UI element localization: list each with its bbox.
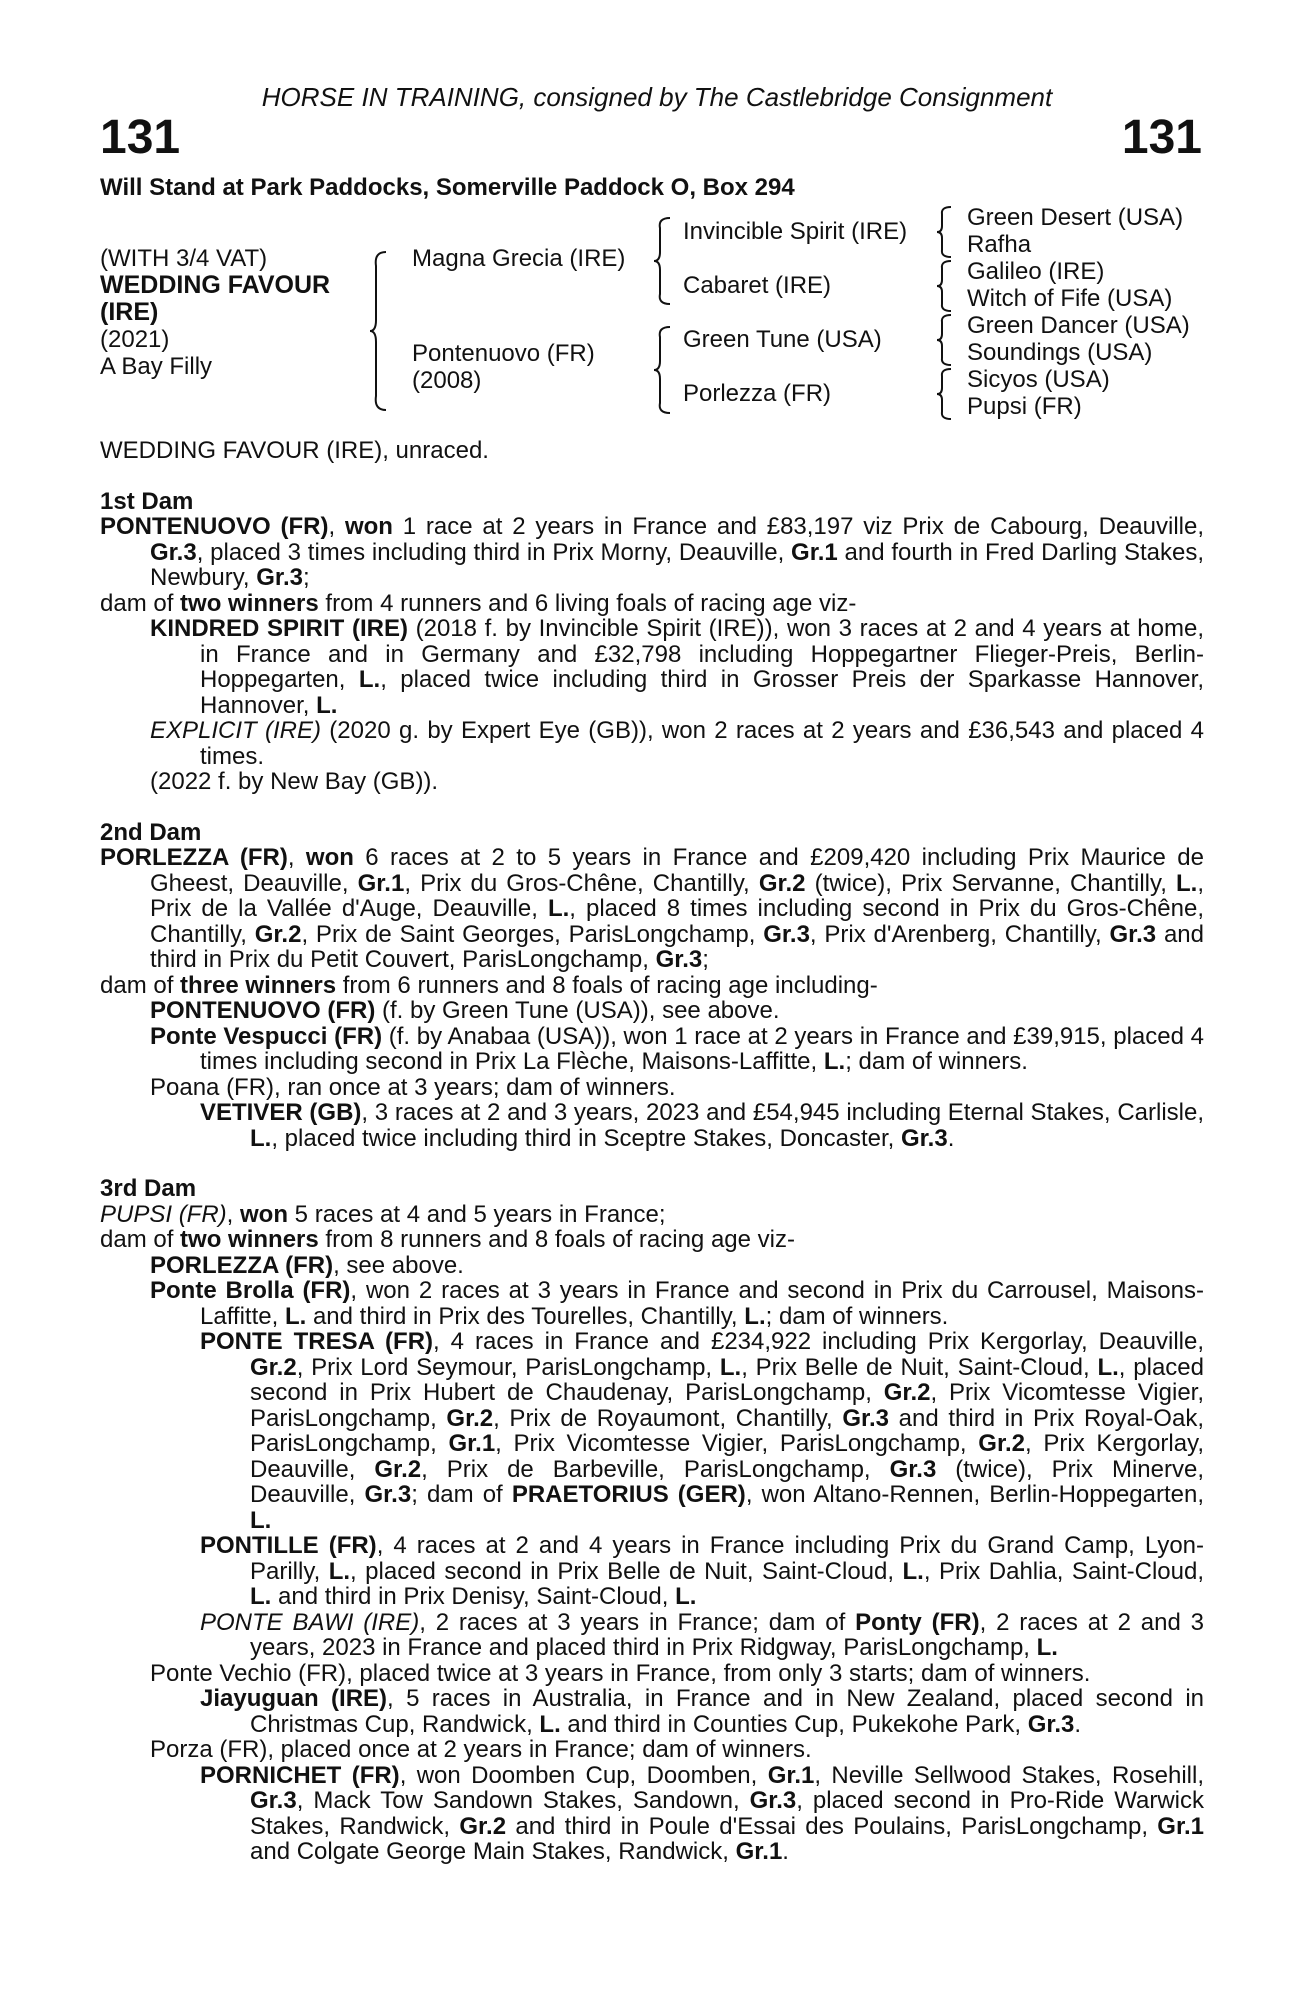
entry-text: 1 race at 2 years in France and £83,197 viz Prix de Cabourg, Deauville, bbox=[392, 513, 1204, 540]
bold-text: Gr.3 bbox=[889, 1455, 937, 1483]
italic-text: EXPLICIT (IRE) bbox=[150, 717, 321, 744]
lot-number-left: 131 bbox=[100, 111, 181, 164]
entry-text: , won Doomben Cup, Doomben, bbox=[399, 1761, 768, 1789]
entry-text: , bbox=[328, 513, 345, 540]
bold-text: Gr.1 bbox=[791, 538, 838, 566]
bold-text: PRAETORIUS (GER) bbox=[511, 1481, 746, 1508]
pedigree-entry bbox=[100, 718, 1204, 769]
entry-text: , 4 races at 2 and 4 years in France including Prix du Grand Camp, Lyon-Parilly, bbox=[250, 1532, 1205, 1585]
pedigree-entry bbox=[100, 1737, 1204, 1763]
entry-text: , Prix Dahlia, Saint-Cloud, bbox=[923, 1557, 1204, 1585]
entry-text: and third in Prix du Petit Couvert, ParisLongchamp, bbox=[150, 920, 1204, 973]
entry-text: (2020 g. by Expert Eye (GB)), won 2 races at 2 years and £36,543 and placed 4 times. bbox=[200, 717, 1204, 770]
bold-text: Gr.3 bbox=[150, 538, 197, 566]
bold-text: Gr.3 bbox=[749, 1787, 797, 1814]
bold-text: L. bbox=[250, 1583, 272, 1610]
bold-text: L. bbox=[284, 1302, 307, 1330]
horse-description: A Bay Filly bbox=[100, 353, 213, 380]
entry-text: , placed second in Prix Belle de Nuit, Saint-Cloud, bbox=[350, 1557, 903, 1585]
bold-text: PONTENUOVO (FR) bbox=[150, 997, 376, 1024]
pedigree-entry bbox=[100, 1661, 1204, 1687]
pedigree-brace-gg1 bbox=[935, 205, 955, 259]
bold-text: Ponte Brolla (FR) bbox=[150, 1277, 351, 1304]
pedigree-entry bbox=[100, 616, 1204, 718]
bold-text: L. bbox=[250, 1124, 272, 1152]
bold-text: Gr.2 bbox=[978, 1430, 1025, 1457]
pedigree-brace-gg3 bbox=[935, 313, 955, 367]
dam: Pontenuovo (FR) bbox=[412, 340, 595, 367]
great-grandparent-4: Witch of Fife (USA) bbox=[967, 285, 1173, 312]
horse-year: (2021) bbox=[100, 326, 170, 353]
bold-text: Gr.1 bbox=[767, 1761, 815, 1789]
pedigree-entry bbox=[100, 514, 1204, 591]
entry-text: , Prix de la Vallée d'Auge, Deauville, bbox=[150, 869, 1204, 922]
bold-text: Gr.1 bbox=[448, 1430, 496, 1457]
bold-text: L. bbox=[902, 1557, 924, 1585]
entry-text: , 2 races at 3 years in France; dam of bbox=[419, 1608, 856, 1636]
entry-text: , Prix de Barbeville, ParisLongchamp, bbox=[421, 1455, 890, 1483]
entry-text: Porza (FR), placed once at 2 years in France; dam of winners. bbox=[150, 1736, 812, 1763]
pedigree-brace-dam bbox=[652, 325, 676, 415]
bold-text: L. bbox=[328, 1557, 351, 1585]
bold-text: Gr.3 bbox=[842, 1404, 890, 1432]
bold-text: Gr.2 bbox=[254, 920, 302, 948]
entry-text: . bbox=[782, 1838, 789, 1865]
entry-text: and third in Prix des Tourelles, Chantilly, bbox=[306, 1302, 745, 1330]
entry-text: , won Altano-Rennen, Berlin-Hoppegarten, bbox=[745, 1481, 1205, 1508]
bold-text: Gr.3 bbox=[250, 1787, 297, 1814]
bold-text: Gr.2 bbox=[250, 1353, 297, 1381]
entry-text: , Prix Belle de Nuit, Saint-Cloud, bbox=[741, 1353, 1098, 1381]
dam-year: (2008) bbox=[412, 367, 482, 394]
pedigree-brace-gg4 bbox=[935, 367, 955, 421]
bold-text: Ponte Vespucci (FR) bbox=[150, 1022, 383, 1050]
great-grandparent-3: Galileo (IRE) bbox=[967, 258, 1105, 285]
entry-text: , Prix de Royaumont, Chantilly, bbox=[493, 1404, 843, 1432]
catalogue-body bbox=[100, 438, 1204, 1865]
bold-text: won bbox=[344, 513, 393, 540]
great-grandparent-2: Rafha bbox=[967, 231, 1032, 258]
bold-text: L. bbox=[1097, 1353, 1119, 1381]
dam-dam: Porlezza (FR) bbox=[683, 380, 832, 407]
entry-text: , see above. bbox=[333, 1251, 464, 1279]
bold-text: won bbox=[305, 844, 354, 871]
entry-text: , 5 races in Australia, in France and in New Zealand, placed second in Christmas Cup, Randwick, bbox=[250, 1685, 1204, 1738]
stand-location: Will Stand at Park Paddocks, Somerville Paddock O, Box 294 bbox=[100, 174, 795, 201]
entry-text: , placed 3 times including third in Prix Morny, Deauville, bbox=[196, 538, 792, 566]
entry-text: from 4 runners and 6 living foals of racing age viz- bbox=[318, 589, 857, 617]
dam-section bbox=[100, 1176, 1204, 1865]
bold-text: Gr.3 bbox=[1027, 1710, 1075, 1738]
pedigree-entry bbox=[100, 1202, 1204, 1228]
bold-text: Gr.2 bbox=[883, 1379, 931, 1406]
pedigree-entry bbox=[100, 1610, 1204, 1661]
entry-text: (2018 f. by Invincible Spirit (IRE)), won 3 races at 2 and 4 years at home, in France and in Germany and £32,798 including Hoppegartner Flieger-Preis, Berlin-Hoppegarten, bbox=[200, 615, 1204, 693]
entry-text: , Mack Tow Sandown Stakes, Sandown, bbox=[296, 1787, 750, 1814]
pedigree-brace-parents bbox=[368, 250, 392, 412]
bold-text: Gr.2 bbox=[374, 1455, 422, 1483]
entry-text: (2022 f. by New Bay (GB)). bbox=[150, 768, 439, 795]
entry-text: , placed twice including third in Sceptre Stakes, Doncaster, bbox=[271, 1124, 901, 1152]
bold-text: Gr.3 bbox=[256, 564, 303, 591]
bold-text: Gr.1 bbox=[735, 1838, 783, 1865]
sire-dam: Cabaret (IRE) bbox=[683, 272, 832, 299]
bold-text: PONTE TRESA (FR) bbox=[200, 1328, 434, 1355]
italic-text: PUPSI (FR) bbox=[100, 1200, 227, 1228]
bold-text: L. bbox=[719, 1353, 742, 1381]
bold-text: L. bbox=[547, 895, 570, 922]
bold-text: Jiayuguan (IRE) bbox=[200, 1685, 388, 1712]
entry-text: dam of bbox=[100, 971, 181, 999]
entry-text: , bbox=[226, 1200, 241, 1228]
bold-text: L. bbox=[1175, 869, 1198, 897]
bold-text: PONTILLE (FR) bbox=[200, 1532, 377, 1559]
bold-text: L. bbox=[823, 1048, 846, 1075]
bold-text: Gr.3 bbox=[655, 946, 703, 973]
pedigree-entry bbox=[100, 1533, 1204, 1610]
pedigree-brace-sire bbox=[652, 216, 676, 306]
italic-text: PONTE BAWI (IRE) bbox=[200, 1608, 420, 1636]
entry-text: , placed second in Pro-Ride Warwick Stakes, Randwick, bbox=[250, 1787, 1205, 1840]
great-grandparent-1: Green Desert (USA) bbox=[967, 204, 1184, 231]
bold-text: Gr.3 bbox=[364, 1481, 412, 1508]
entry-text: and third in Prix Royal-Oak, ParisLongchamp, bbox=[250, 1404, 1204, 1457]
entry-text: , bbox=[287, 844, 306, 871]
entry-text: , placed second in Prix Hubert de Chaudenay, ParisLongchamp, bbox=[250, 1353, 1204, 1406]
entry-text: (twice), Prix Servanne, Chantilly, bbox=[805, 869, 1176, 897]
entry-text: from 6 runners and 8 foals of racing age including- bbox=[336, 971, 878, 999]
section-title: 3rd Dam bbox=[100, 1175, 197, 1202]
entry-text: , Prix Lord Seymour, ParisLongchamp, bbox=[296, 1353, 720, 1381]
entry-text: 5 races at 4 and 5 years in France; bbox=[288, 1200, 666, 1228]
entry-text: , won 2 races at 3 years in France and second in Prix du Carrousel, Maisons-Laffitte, bbox=[200, 1277, 1204, 1330]
entry-text: , 3 races at 2 and 3 years, 2023 and £54,945 including Eternal Stakes, Carlisle, bbox=[361, 1099, 1205, 1126]
bold-text: Gr.3 bbox=[1109, 920, 1157, 948]
entry-text: , Prix Vicomtesse Vigier, ParisLongchamp, bbox=[250, 1379, 1205, 1432]
pedigree-entry bbox=[100, 998, 1204, 1024]
pedigree-entry bbox=[100, 591, 1204, 617]
entry-text: and third in Poule d'Essai des Poulains, ParisLongchamp, bbox=[506, 1812, 1158, 1840]
pedigree-entry bbox=[100, 769, 1204, 795]
bold-text: PONTENUOVO (FR) bbox=[100, 513, 329, 540]
bold-text: Gr.2 bbox=[758, 869, 806, 897]
entry-text: ; dam of winners. bbox=[765, 1302, 949, 1330]
entry-text: and fourth in Fred Darling Stakes, Newbury, bbox=[150, 538, 1204, 591]
pedigree-entry bbox=[100, 973, 1204, 999]
bold-text: Gr.2 bbox=[446, 1404, 494, 1432]
bold-text: L. bbox=[675, 1583, 697, 1610]
bold-text: PORNICHET (FR) bbox=[200, 1761, 400, 1789]
entry-text: , placed twice including third in Grosser Preis der Sparkasse Hannover, Hannover, bbox=[200, 666, 1204, 719]
entry-text: , Prix du Gros-Chêne, Chantilly, bbox=[404, 869, 759, 897]
entry-text: and Colgate George Main Stakes, Randwick, bbox=[250, 1838, 736, 1865]
bold-text: VETIVER (GB) bbox=[200, 1099, 362, 1126]
section-title: 2nd Dam bbox=[100, 818, 202, 846]
entry-text: and third in Prix Denisy, Saint-Cloud, bbox=[271, 1583, 676, 1610]
pedigree-entry bbox=[100, 1024, 1204, 1075]
bold-text: PORLEZZA (FR) bbox=[100, 844, 288, 871]
entry-text: Ponte Vechio (FR), placed twice at 3 years in France, from only 3 starts; dam of winners. bbox=[150, 1659, 1091, 1687]
unraced-note: WEDDING FAVOUR (IRE), unraced. bbox=[100, 437, 489, 464]
entry-text: Poana (FR), ran once at 3 years; dam of winners. bbox=[150, 1073, 676, 1101]
pedigree-entry bbox=[100, 1686, 1204, 1737]
bold-text: L. bbox=[744, 1302, 766, 1330]
bold-text: Gr.2 bbox=[459, 1812, 507, 1840]
bold-text: won bbox=[240, 1200, 289, 1228]
bold-text: two winners bbox=[180, 1226, 319, 1253]
entry-text: , Prix de Saint Georges, ParisLongchamp, bbox=[301, 920, 764, 948]
pedigree-entry bbox=[100, 1278, 1204, 1329]
horse-name: WEDDING FAVOUR bbox=[100, 271, 331, 299]
bold-text: PORLEZZA (FR) bbox=[150, 1251, 334, 1279]
great-grandparent-8: Pupsi (FR) bbox=[967, 393, 1082, 420]
bold-text: L. bbox=[316, 691, 338, 719]
entry-text: , 4 races in France and £234,922 including Prix Kergorlay, Deauville, bbox=[433, 1328, 1204, 1355]
entry-text: (f. by Anabaa (USA)), won 1 race at 2 years in France and £39,915, placed 4 times including second in Prix La Flèche, Maisons-Laffitte, bbox=[200, 1022, 1204, 1075]
entry-text: , Prix Vicomtesse Vigier, ParisLongchamp, bbox=[495, 1430, 979, 1457]
bold-text: L. bbox=[358, 666, 381, 693]
entry-text: , Prix Kergorlay, Deauville, bbox=[250, 1430, 1204, 1483]
vat-note: (WITH 3/4 VAT) bbox=[100, 245, 268, 272]
entry-text: and third in Counties Cup, Pukekohe Park, bbox=[560, 1710, 1028, 1738]
bold-text: two winners bbox=[180, 589, 319, 617]
entry-text: , 2 races at 2 and 3 years, 2023 in France and placed third in Prix Ridgway, ParisLongchamp, bbox=[250, 1608, 1205, 1661]
entry-text: 6 races at 2 to 5 years in France and £209,420 including Prix Maurice de Gheest, Deauville, bbox=[150, 844, 1205, 897]
bold-text: L. bbox=[250, 1506, 272, 1534]
dam-section bbox=[100, 820, 1204, 1152]
great-grandparent-7: Sicyos (USA) bbox=[967, 366, 1110, 393]
pedigree-entry bbox=[100, 845, 1204, 973]
dam-sire: Green Tune (USA) bbox=[683, 326, 882, 353]
pedigree-entry bbox=[100, 1227, 1204, 1253]
entry-text: , Neville Sellwood Stakes, Rosehill, bbox=[814, 1761, 1205, 1789]
bold-text: L. bbox=[1036, 1634, 1058, 1661]
page-header: HORSE IN TRAINING, consigned by The Castlebridge Consignment bbox=[261, 82, 1053, 112]
entry-text: ; bbox=[702, 946, 709, 973]
entry-text: ; dam of bbox=[411, 1481, 512, 1508]
bold-text: KINDRED SPIRIT (IRE) bbox=[150, 615, 408, 642]
section-title: 1st Dam bbox=[100, 487, 194, 515]
horse-suffix: (IRE) bbox=[100, 298, 159, 326]
entry-text: , Prix d'Arenberg, Chantilly, bbox=[809, 920, 1110, 948]
great-grandparent-5: Green Dancer (USA) bbox=[967, 312, 1190, 339]
entry-text: , placed 8 times including second in Prix du Gros-Chêne, Chantilly, bbox=[150, 895, 1204, 948]
bold-text: Ponty (FR) bbox=[855, 1608, 980, 1636]
pedigree-entry bbox=[100, 1329, 1204, 1533]
sire: Magna Grecia (IRE) bbox=[412, 245, 626, 272]
bold-text: three winners bbox=[180, 971, 337, 999]
bold-text: L. bbox=[539, 1710, 561, 1738]
dam-sections bbox=[100, 489, 1204, 1865]
entry-text: (f. by Green Tune (USA)), see above. bbox=[375, 997, 780, 1024]
entry-text: ; bbox=[302, 564, 310, 591]
entry-text: ; dam of winners. bbox=[845, 1048, 1028, 1075]
dam-section bbox=[100, 489, 1204, 795]
sire-sire: Invincible Spirit (IRE) bbox=[683, 218, 908, 245]
pedigree-entry bbox=[100, 1763, 1204, 1865]
pedigree-brace-gg2 bbox=[935, 259, 955, 313]
bold-text: Gr.1 bbox=[1157, 1812, 1204, 1840]
lot-number-right: 131 bbox=[1121, 111, 1202, 164]
pedigree-entry bbox=[100, 1075, 1204, 1101]
bold-text: Gr.3 bbox=[901, 1124, 948, 1152]
entry-text: . bbox=[947, 1124, 955, 1152]
pedigree-entry bbox=[100, 1253, 1204, 1279]
entry-text: (twice), Prix Minerve, Deauville, bbox=[250, 1455, 1204, 1508]
bold-text: Gr.3 bbox=[763, 920, 810, 948]
pedigree-entry bbox=[100, 1100, 1204, 1151]
entry-text: dam of bbox=[100, 589, 181, 617]
great-grandparent-6: Soundings (USA) bbox=[967, 339, 1153, 366]
entry-text: . bbox=[1074, 1710, 1082, 1738]
entry-text: dam of bbox=[100, 1226, 181, 1253]
bold-text: Gr.1 bbox=[357, 869, 405, 897]
entry-text: from 8 runners and 8 foals of racing age viz- bbox=[318, 1226, 795, 1253]
